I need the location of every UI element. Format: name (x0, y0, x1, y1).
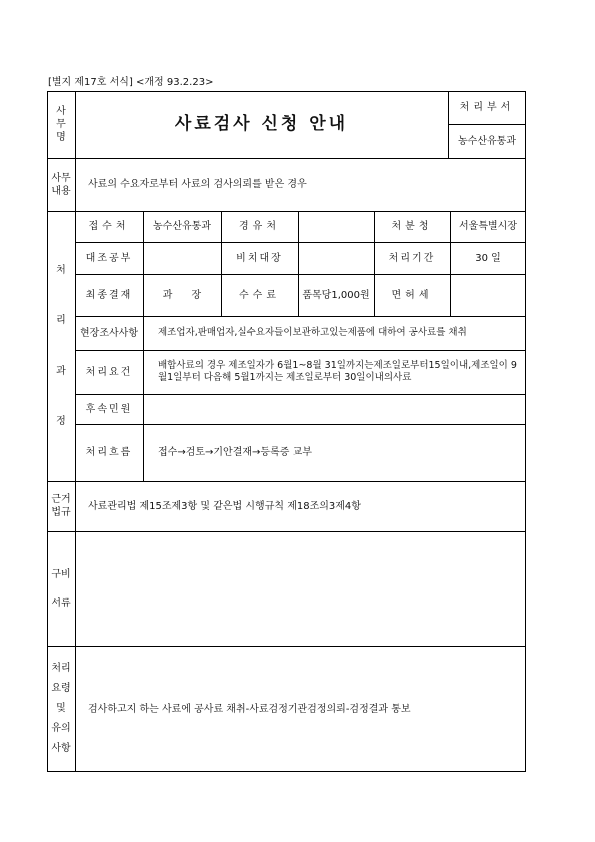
notes-label (47, 646, 75, 772)
label-line: 및 (56, 703, 66, 714)
affair-content-label (47, 158, 75, 211)
label-char: 처 (56, 264, 66, 276)
label-line: 처리 (51, 663, 71, 674)
field-survey-label: 현장조사사항 (80, 327, 138, 339)
documents-label (47, 531, 75, 646)
label-line: 구비 (51, 568, 71, 580)
label-char: 과 (56, 365, 66, 377)
flow-label: 처리흐름 (85, 447, 133, 458)
page-title: 사료검사 신청 안내 (174, 114, 349, 134)
ledger-value (143, 242, 221, 274)
via-value (298, 211, 374, 242)
label-char: 무 (56, 119, 66, 130)
requirements-value: 배합사료의 경우 제조일자가 6월1~8월 31일까지는제조일로부터15일이내,제조일이 9월1일부터 다음해 5월1까지는 제조일로부터 30일이내의사료 (158, 360, 517, 383)
follow-up-label: 후속민원 (85, 403, 133, 415)
label-line: 서류 (51, 597, 71, 609)
label-line: 유의 (51, 723, 71, 734)
period-label: 처리기간 (388, 252, 436, 264)
final-approval-value: 과 장 (162, 289, 202, 301)
handling-dept-label: 처리부서 (459, 102, 515, 113)
requirements-label: 처리요건 (85, 366, 133, 378)
ledger-label: 대조공부 (85, 252, 133, 264)
disposition-label: 처분청 (391, 221, 433, 232)
label-char: 명 (56, 132, 66, 143)
affair-name-label (47, 91, 75, 158)
flow-value: 접수→검토→기안결재→등록증 교부 (158, 447, 312, 458)
form-caption: [별지 제17호 서식] <개정 93.2.23> (48, 77, 214, 88)
legal-basis-text: 사료관리법 제15조제3항 및 같은법 시행규칙 제18조의3제4항 (88, 500, 361, 512)
reception-value: 농수산유통과 (153, 221, 211, 232)
label-line: 근거 (51, 494, 71, 505)
documents-text (82, 531, 528, 646)
label-line: 내용 (51, 185, 71, 197)
legal-basis-label (47, 481, 75, 531)
notes-text: 검사하고지 하는 사료에 공사료 채취-사료검정기관검정의뢰-검정결과 통보 (88, 703, 411, 715)
license-tax-label: 면허세 (391, 289, 433, 301)
handling-dept-value: 농수산유통과 (458, 135, 516, 147)
final-approval-label: 최종결재 (85, 289, 133, 301)
label-line: 사항 (51, 743, 71, 754)
reception-label: 접수처 (88, 221, 130, 232)
label-char: 사 (56, 106, 66, 117)
fee-value: 품목당1,000원 (302, 289, 370, 301)
label-line: 법규 (51, 507, 71, 518)
affair-content-text: 사료의 수요자로부터 사료의 검사의뢰를 받은 경우 (88, 179, 307, 190)
period-value: 30 일 (475, 252, 501, 264)
field-survey-value: 제조업자,판매업자,실수요자들이보관하고있는제품에 대하여 공사료를 채취 (158, 327, 467, 338)
via-label: 경유처 (239, 221, 280, 232)
label-line: 요령 (51, 683, 71, 694)
label-char: 정 (56, 416, 66, 428)
disposition-value: 서울특별시장 (459, 221, 517, 232)
keep-ledger-value (298, 242, 374, 274)
processing-label (47, 211, 75, 481)
label-line: 사무 (51, 172, 71, 184)
label-char: 리 (56, 315, 66, 327)
keep-ledger-label: 비치대장 (236, 252, 283, 264)
fee-label: 수수료 (239, 289, 280, 301)
license-tax-value (450, 274, 526, 316)
follow-up-value (152, 394, 526, 424)
